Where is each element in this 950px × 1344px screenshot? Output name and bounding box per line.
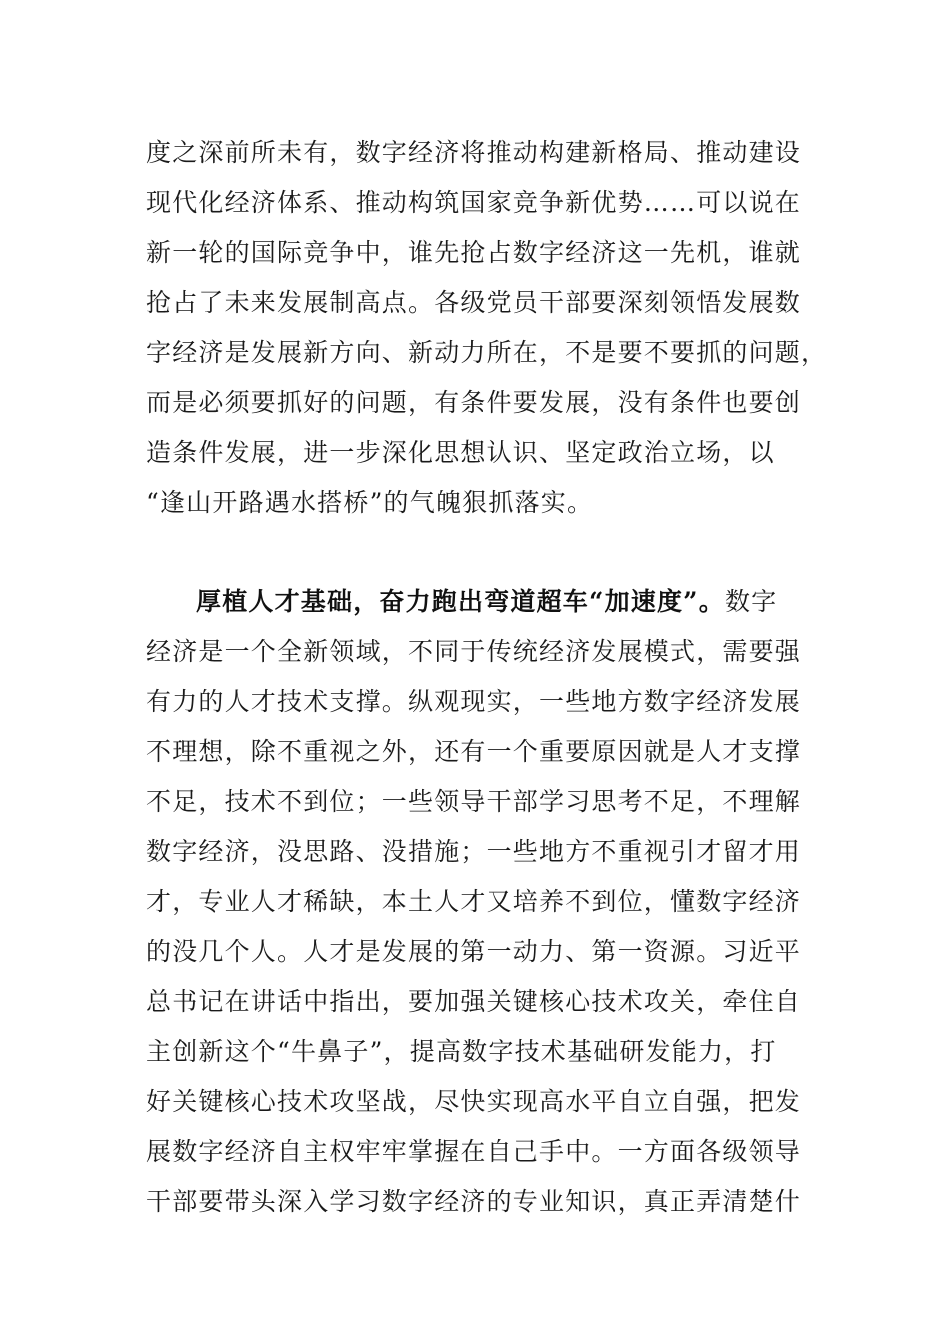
paragraph1-line-4: 抢占了未来发展制高点。各级党员干部要深刻领悟发展数 bbox=[146, 288, 802, 317]
paragraph2-line-3: 有力的人才技术支撑。纵观现实，一些地方数字经济发展 bbox=[146, 687, 802, 716]
paragraph2-line-13: 干部要带头深入学习数字经济的专业知识，真正弄清楚什 bbox=[146, 1187, 802, 1216]
paragraph2-line-7: 才，专业人才稀缺，本土人才又培养不到位，懂数字经济 bbox=[146, 887, 802, 916]
paragraph2-line-9: 总书记在讲话中指出，要加强关键核心技术攻关，牵住自 bbox=[146, 987, 802, 1016]
paragraph2-line-11: 好关键核心技术攻坚战，尽快实现高水平自立自强，把发 bbox=[146, 1087, 802, 1116]
paragraph1-line-7: 造条件发展，进一步深化思想认识、坚定政治立场，以 bbox=[146, 438, 775, 467]
paragraph2-first-line bbox=[196, 582, 856, 622]
paragraph2-line-12: 展数字经济自主权牢牢掌握在自己手中。一方面各级领导 bbox=[146, 1137, 802, 1166]
paragraph1-line-6: 而是必须要抓好的问题，有条件要发展，没有条件也要创 bbox=[146, 388, 802, 417]
paragraph2-line-6: 数字经济，没思路、没措施；一些地方不重视引才留才用 bbox=[146, 837, 802, 866]
paragraph1-line-3: 新一轮的国际竞争中，谁先抢占数字经济这一先机，谁就 bbox=[146, 238, 802, 267]
paragraph1-line-5: 字经济是发展新方向、新动力所在，不是要不要抓的问题， bbox=[146, 338, 828, 367]
paragraph1-line-1: 度之深前所未有，数字经济将推动构建新格局、推动建设 bbox=[146, 138, 802, 167]
paragraph2-line-2: 经济是一个全新领域，不同于传统经济发展模式，需要强 bbox=[146, 637, 802, 666]
paragraph2-line-4: 不理想，除不重视之外，还有一个重要原因就是人才支撑 bbox=[146, 737, 802, 766]
paragraph2-line-5: 不足，技术不到位；一些领导干部学习思考不足，不理解 bbox=[146, 787, 802, 816]
paragraph1-line-2: 现代化经济体系、推动构筑国家竞争新优势……可以说在 bbox=[146, 188, 802, 217]
paragraph2-line-8: 的没几个人。人才是发展的第一动力、第一资源。习近平 bbox=[146, 937, 802, 966]
paragraph2-first-line-tail: 数字 bbox=[724, 587, 778, 616]
paragraph1-line-8: “逢山开路遇水搭桥”的气魄狠抓落实。 bbox=[146, 488, 594, 517]
paragraph2-heading: 厚植人才基础，奋力跑出弯道超车“加速度”。 bbox=[196, 587, 725, 616]
paragraph2-line-10: 主创新这个“牛鼻子”，提高数字技术基础研发能力，打 bbox=[146, 1037, 777, 1066]
